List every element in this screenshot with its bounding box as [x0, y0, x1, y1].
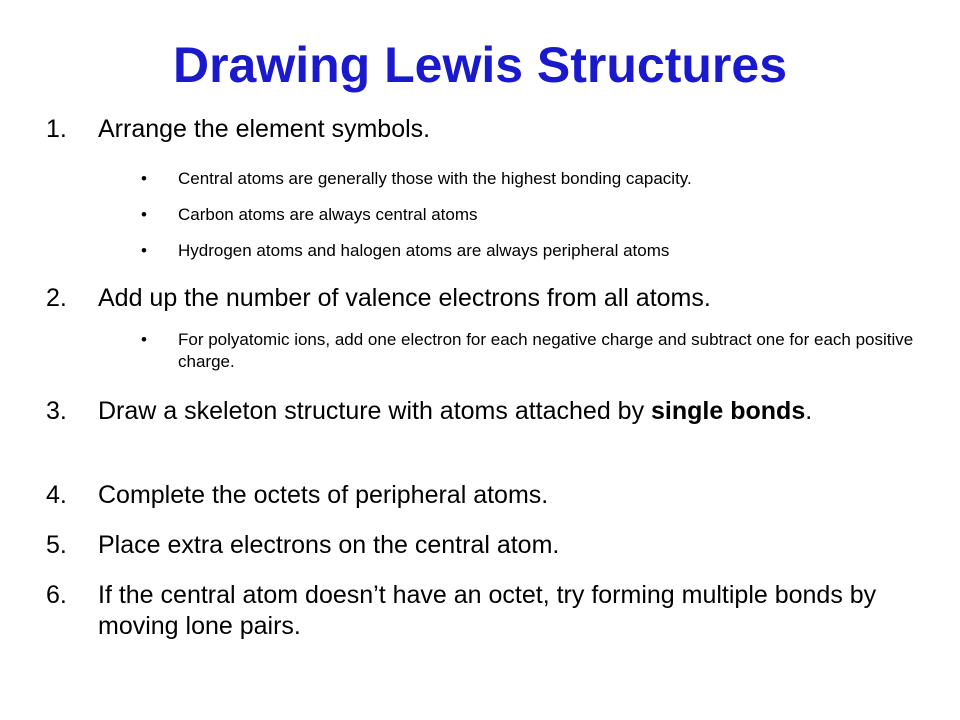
bullet-icon: •	[141, 241, 147, 260]
step-text-bold: single	[651, 397, 724, 425]
step-text: Place extra electrons on the central atom.	[98, 531, 560, 559]
step-number: 2.	[46, 284, 67, 312]
step-number: 6.	[46, 581, 67, 609]
bullet-text: Carbon atoms are always central atoms	[178, 205, 478, 224]
step-number: 4.	[46, 481, 67, 509]
step-text	[98, 396, 918, 427]
step-text-bold: bonds	[730, 397, 806, 425]
step-text: If the central atom doesn’t have an octet, try forming multiple bonds by moving lone pairs.	[98, 581, 877, 640]
bullet-text: Hydrogen atoms and halogen atoms are always peripheral atoms	[178, 241, 670, 260]
bullet-icon: •	[141, 169, 147, 188]
bullet-text: For polyatomic ions, add one electron for each negative charge and subtract one for each positive charge.	[178, 330, 914, 371]
step-number: 1.	[46, 115, 67, 143]
slide-title: Drawing Lewis Structures	[172, 37, 788, 93]
step-text: Complete the octets of peripheral atoms.	[98, 481, 549, 509]
bullet-text: Central atoms are generally those with the highest bonding capacity.	[178, 169, 692, 188]
step-number: 5.	[46, 531, 67, 559]
step-text: Arrange the element symbols.	[98, 115, 431, 143]
bullet-icon: •	[141, 205, 147, 224]
bullet-icon: •	[141, 330, 147, 349]
step-text-part: Draw a skeleton structure with atoms attached by	[98, 397, 652, 425]
step-text-part: .	[805, 397, 813, 425]
step-text: Add up the number of valence electrons from all atoms.	[98, 284, 711, 312]
step-number: 3.	[46, 397, 67, 425]
